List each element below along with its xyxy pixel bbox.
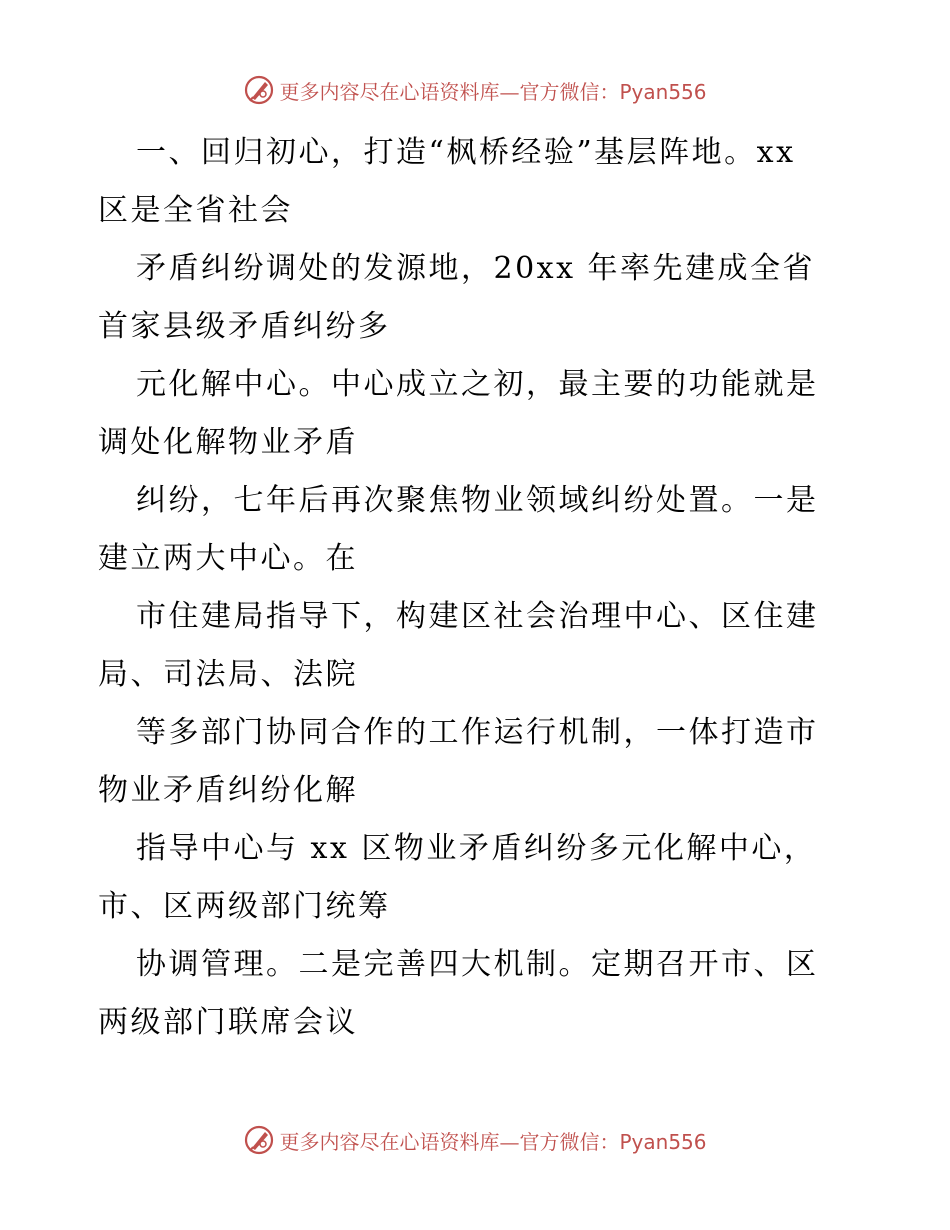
body-line: 元化解中心。中心成立之初，最主要的功能就是 bbox=[136, 367, 819, 402]
quill-pen-logo-icon bbox=[243, 1124, 275, 1156]
body-line: 矛盾纠纷调处的发源地，20xx 年率先建成全省 bbox=[136, 251, 816, 286]
footer-banner-text: 更多内容尽在心语资料库—官方微信：Pyan556 bbox=[279, 1129, 707, 1154]
body-line: 市住建局指导下，构建区社会治理中心、区住建 bbox=[136, 599, 819, 634]
body-line: 纠纷，七年后再次聚焦物业领域纠纷处置。一是 bbox=[136, 483, 819, 518]
footer-wechat-id: Pyan556 bbox=[619, 1129, 707, 1154]
body-line: 局、司法局、法院 bbox=[98, 657, 358, 692]
body-line: 调处化解物业矛盾 bbox=[98, 425, 358, 460]
body-line: 两级部门联席会议 bbox=[98, 1005, 358, 1040]
body-line: 市、区两级部门统筹 bbox=[98, 889, 391, 924]
body-line: 建立两大中心。在 bbox=[98, 541, 358, 576]
footer-banner bbox=[0, 1120, 950, 1160]
body-line: 一、回归初心，打造“枫桥经验”基层阵地。xx bbox=[136, 135, 796, 170]
body-line: 等多部门协同合作的工作运行机制，一体打造市 bbox=[136, 715, 819, 750]
header-banner-text: 更多内容尽在心语资料库—官方微信：Pyan556 bbox=[279, 79, 707, 104]
document-body bbox=[98, 124, 858, 1052]
body-line: 物业矛盾纠纷化解 bbox=[98, 773, 358, 808]
body-line: 指导中心与 xx 区物业矛盾纠纷多元化解中心， bbox=[136, 831, 817, 866]
header-wechat-id: Pyan556 bbox=[619, 79, 707, 104]
body-line: 区是全省社会 bbox=[98, 193, 293, 228]
body-line: 协调管理。二是完善四大机制。定期召开市、区 bbox=[136, 947, 819, 982]
quill-pen-logo-icon bbox=[243, 74, 275, 106]
header-banner bbox=[0, 70, 950, 110]
body-line: 首家县级矛盾纠纷多 bbox=[98, 309, 391, 344]
